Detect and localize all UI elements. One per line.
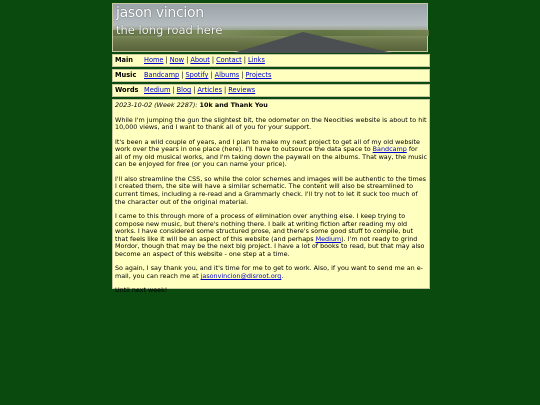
post-text: So again, I say thank you, and it's time for me to get to work. Also, if you want to send me an e-mail, you can reach me at <box>115 264 423 280</box>
post-text: I came to this through more of a process of elimination over anything else. I keep trying to compose new music, but there's nothing there. I balk at writing fiction after reading my old works. I have considered some structured prose, and there's some good stuff to compile, but that feels like it will be an aspect of this website (and perhaps <box>115 211 413 243</box>
nav-separator: | <box>210 71 213 79</box>
post-title: 10k and Thank You <box>199 101 268 109</box>
nav-separator: | <box>165 56 168 64</box>
nav-separator: | <box>186 56 189 64</box>
post-text: ). I'm not ready to grind Mordor, though that may be the next big project. I have a lot of books to read, but that may also become an aspect of this website - one step at a time. <box>115 234 425 258</box>
post-text: for all of my old musical works, and I'm taking down the paywall on the albums. That way, the music can be enjoyed for free (or you can name your price). <box>115 145 427 169</box>
nav-label-main: Main <box>115 56 133 64</box>
nav-link-links[interactable]: Links <box>247 56 265 64</box>
post-paragraph <box>115 265 427 280</box>
post-header <box>115 102 427 110</box>
banner-road-image <box>233 32 393 53</box>
nav-link-projects[interactable]: Projects <box>245 71 272 79</box>
nav-separator: | <box>211 56 215 64</box>
nav-label-words: Words <box>115 86 139 94</box>
post-paragraph: Until next week! <box>115 286 168 295</box>
bandcamp-link[interactable]: Bandcamp <box>372 145 407 154</box>
nav-link-now[interactable]: Now <box>169 56 185 64</box>
nav-separator: | <box>243 56 246 64</box>
site-title: jason vincion <box>116 5 204 21</box>
post-paragraph <box>115 139 427 169</box>
nav-link-albums[interactable]: Albums <box>214 71 240 79</box>
nav-link-about[interactable]: About <box>190 56 210 64</box>
header-banner <box>112 3 428 52</box>
nav-row-music <box>112 69 430 82</box>
nav-link-spotify[interactable]: Spotify <box>185 71 209 79</box>
nav-separator: | <box>172 86 175 94</box>
nav-label-music: Music <box>115 71 137 79</box>
nav-separator: | <box>193 86 196 94</box>
nav-link-reviews[interactable]: Reviews <box>228 86 256 94</box>
nav-row-words <box>112 84 430 97</box>
nav-link-bandcamp[interactable]: Bandcamp <box>144 71 180 79</box>
nav-link-medium[interactable]: Medium <box>144 86 171 94</box>
medium-link[interactable]: Medium <box>315 234 342 243</box>
nav-row-main <box>112 54 430 67</box>
post-content <box>112 99 430 295</box>
nav-separator: | <box>241 71 244 79</box>
nav-link-home[interactable]: Home <box>144 56 164 64</box>
post-paragraph <box>115 213 427 259</box>
nav-separator: | <box>224 86 227 94</box>
page-wrapper <box>112 3 428 295</box>
nav-link-articles[interactable]: Articles <box>197 86 223 94</box>
nav-link-contact[interactable]: Contact <box>216 56 242 64</box>
post-text: It's been a wild couple of years, and I plan to make my next project to get all of my old website work over the years in one place (here). I'll have to outsource the data space to <box>115 137 420 154</box>
post-paragraph: I'll also streamline the CSS, so while the color schemes and images will be authentic to the times I created them, the site will have a similar schematic. The content will also be streamlined to current times, including a re-read and a Grammarly check. I'll try not to let it suck too much of the character out of the original material. <box>115 174 426 206</box>
post-paragraph: While I'm jumping the gun the slightest bit, the odometer on the Neocities website is about to hit 10,000 views, and I want to thank all of you for your support. <box>115 115 427 132</box>
nav-link-blog[interactable]: Blog <box>176 86 192 94</box>
email-link[interactable]: jasonvincion@disroot.org <box>200 271 282 280</box>
nav-separator: | <box>181 71 184 79</box>
site-tagline: the long road here <box>116 23 223 37</box>
post-text: . <box>281 271 284 280</box>
post-date: 2023-10-02 (Week 2287): <box>115 101 198 109</box>
